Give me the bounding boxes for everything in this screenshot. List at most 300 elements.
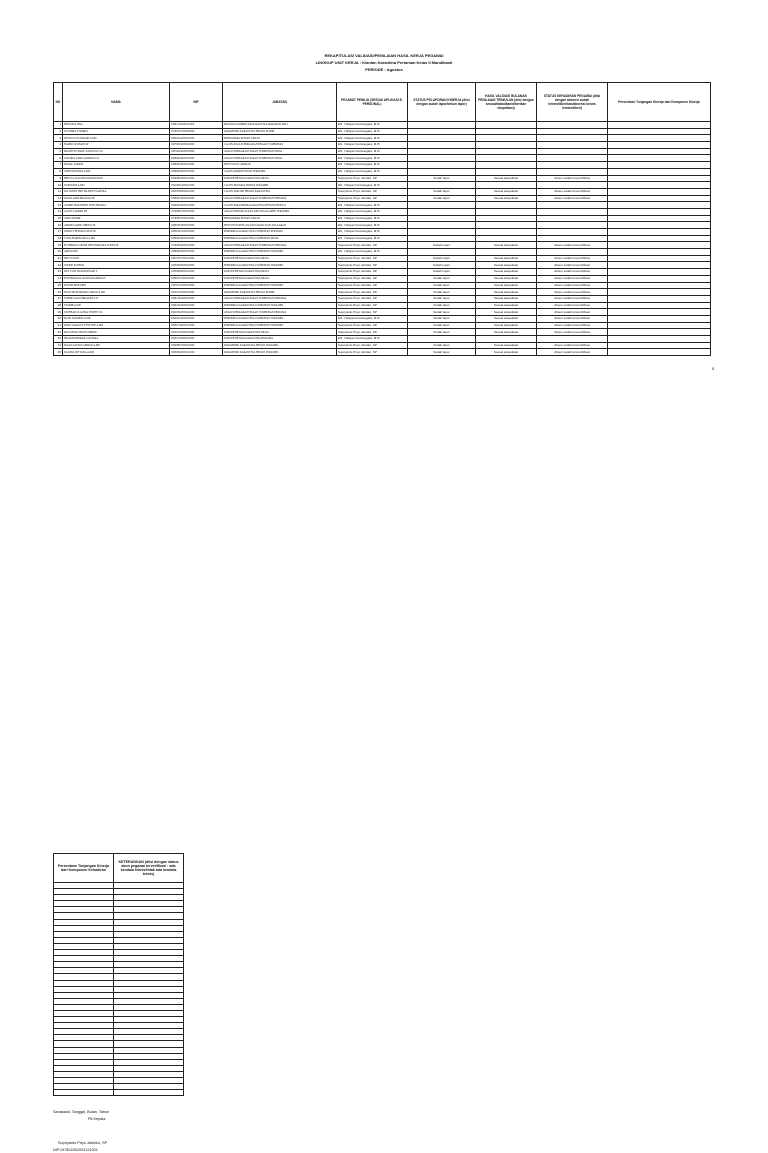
row-nama: SYAHIB A.MD: [63, 302, 170, 309]
row-no: 15: [54, 215, 63, 222]
row-jabatan: DOKTER HEWAN KARANTINA MUDA: [223, 329, 337, 336]
row-nama: AHAN KEMIR: [63, 215, 170, 222]
row-persentase: [608, 155, 711, 162]
row-no: 35: [54, 349, 63, 356]
row-pejabat: Supriyanto Priyo Jatmiko, SP: [337, 242, 408, 249]
row-pejabat: EN. I Wayan Kertanegara, M.Pi: [337, 202, 408, 209]
table-row: [54, 329, 711, 336]
row-nama: PRASETYO BAYU SANTOSO S.Si: [63, 148, 170, 155]
row-hasil-validasi: [476, 122, 537, 129]
row-jabatan: DOKTER HEWAN KARANTINA MUDA: [223, 269, 337, 276]
row-no: 33: [54, 336, 63, 343]
row-nama: RETNO WULANDARI A.MD: [63, 135, 170, 142]
row-jabatan: PARAMEDIK KARANTINA HEWAN TERAMPIL: [223, 342, 337, 349]
row-status-kehadiran: [537, 235, 608, 242]
table-row: [54, 315, 711, 322]
row-nip: 198403172005012000: [170, 275, 223, 282]
row-status-kehadiran: Absen sudah lemen/dibuat: [537, 329, 608, 336]
row-status-kehadiran: Absen sudah lemen/dibuat: [537, 188, 608, 195]
row-status-kehadiran: [537, 155, 608, 162]
col-pejabat-penilai: PEJABAT PENILAI (SESUAI APLIKASI E-PERSONAL): [337, 83, 408, 122]
row-no: 17: [54, 229, 63, 236]
row-nip: 199008042005012000: [170, 175, 223, 182]
report-title: REKAPITULASI VALIDASI/PENILAIAN HASIL KERJA PEGAWAI: [324, 53, 444, 58]
table-row: [54, 135, 711, 142]
row-hasil-validasi: [476, 235, 537, 242]
row-nip: 197808072005010000: [170, 215, 223, 222]
table-row: [54, 162, 711, 169]
row-persentase: [608, 128, 711, 135]
row-persentase: [608, 289, 711, 296]
row-persentase: [608, 195, 711, 202]
row-hasil-validasi: Sesuai ekspektasi: [476, 188, 537, 195]
table-row: [54, 249, 711, 256]
row-jabatan: ANALIS PERKARANTINAAN TUMBUHAN PERTAMA: [223, 195, 337, 202]
row-persentase: [608, 175, 711, 182]
row-nama: ROTASI BISKURDI: [63, 282, 170, 289]
row-status-lapor: [408, 182, 476, 189]
row-status-kehadiran: [537, 215, 608, 222]
row-jabatan: PEMERIKSA KARANTINA TUMBUHAN PERTAMA: [223, 229, 337, 236]
col-status-kehadiran: STATUS KEHADIRAN PEGAWAI (diisi dengan absensi sudah lemen/diberikan/absensi belum lemen/diberi): [537, 83, 608, 122]
row-status-lapor: Sudah lapor: [408, 322, 476, 329]
row-status-lapor: [408, 229, 476, 236]
col-jabatan: JABATAN: [223, 83, 337, 122]
row-persentase: [608, 242, 711, 249]
row-hasil-validasi: Sesuai ekspektasi: [476, 329, 537, 336]
row-status-kehadiran: Absen sudah lemen/dibuat: [537, 309, 608, 316]
row-jabatan: PEMERIKSA KARANTINA TUMBUHAN TERAMPIL: [223, 322, 337, 329]
row-hasil-validasi: Sesuai ekspektasi: [476, 262, 537, 269]
row-persentase: [608, 322, 711, 329]
row-nip: 199106012005012000: [170, 182, 223, 189]
row-status-lapor: [408, 142, 476, 149]
row-jabatan: DOKTER HEWAN KARANTINA MUDA: [223, 175, 337, 182]
row-no: 34: [54, 342, 63, 349]
row-no: 32: [54, 329, 63, 336]
row-status-lapor: [408, 215, 476, 222]
row-no: 1: [54, 122, 63, 129]
row-pejabat: EN. I Wayan Kertanegara, M.Pi: [337, 229, 408, 236]
row-persentase: [608, 255, 711, 262]
row-nama: AMRIN SAMIK TIRENO SE: [63, 222, 170, 229]
table-row: [54, 122, 711, 129]
row-pejabat: EN. I Wayan Kertanegara, M.Pi: [337, 155, 408, 162]
row-hasil-validasi: [476, 135, 537, 142]
row-pejabat: EN. I Wayan Kertanegara, M.Pi: [337, 208, 408, 215]
row-nip: 198706242005010000: [170, 148, 223, 155]
row-no: 31: [54, 322, 63, 329]
row-nip: 198308062005010000: [170, 262, 223, 269]
row-hasil-validasi: [476, 155, 537, 162]
row-nama: NURYANTI A.MD: [63, 182, 170, 189]
row-hasil-validasi: Sesuai ekspektasi: [476, 175, 537, 182]
table-row: [54, 175, 711, 182]
row-persentase: [608, 235, 711, 242]
row-nip: 198310022005010000: [170, 289, 223, 296]
row-no: 9: [54, 175, 63, 182]
table-row: [54, 229, 711, 236]
row-jabatan: PARAMEDIK KARANTINA HEWAN MAHIR: [223, 289, 337, 296]
row-hasil-validasi: [476, 202, 537, 209]
row-pejabat: Supriyanto Priyo Jatmiko, SP: [337, 295, 408, 302]
row-nip: 199305082005012000: [170, 188, 223, 195]
row-no: 2: [54, 128, 63, 135]
row-pejabat: Supriyanto Priyo Jatmiko, SP: [337, 342, 408, 349]
row-nama: ADHI WINARTO A.MD: [63, 168, 170, 175]
row-no: 18: [54, 235, 63, 242]
row-jabatan: DOKTER HEWAN KARANTINA MUDA: [223, 255, 337, 262]
row-nip: 199509022005012000: [170, 349, 223, 356]
col-no: NO: [54, 83, 63, 122]
row-status-lapor: [408, 128, 476, 135]
row-jabatan: BENDAHARA PENGELUARAN: [223, 215, 337, 222]
row-status-kehadiran: [537, 202, 608, 209]
table-row: [54, 336, 711, 343]
row-nip: 199010042005010000: [170, 302, 223, 309]
row-nama: ARSYATSIN: [63, 249, 170, 256]
row-status-kehadiran: Absen sudah lemen/dibuat: [537, 269, 608, 276]
row-jabatan: CALON DOKTER HEWAN KARANTINA: [223, 188, 337, 195]
row-jabatan: ANALIS PERKARANTINAAN TUMBUHAN PERTAMA: [223, 309, 337, 316]
row-persentase: [608, 295, 711, 302]
row-hasil-validasi: Sesuai ekspektasi: [476, 302, 537, 309]
row-nip: 198409232005010000: [170, 235, 223, 242]
row-hasil-validasi: [476, 148, 537, 155]
row-hasil-validasi: [476, 229, 537, 236]
col-nip: NIP: [170, 83, 223, 122]
row-status-lapor: Sudah Lapor: [408, 242, 476, 249]
row-nama: SANTRIA LOBA SAMOTA S.Si: [63, 155, 170, 162]
row-persentase: [608, 309, 711, 316]
row-nama: AGUSTI AKBAR SH: [63, 208, 170, 215]
row-jabatan: CALON PRANATA HUMAS TERAMPIL: [223, 182, 337, 189]
row-status-kehadiran: Absen sudah lemen/dibuat: [537, 315, 608, 322]
row-persentase: [608, 208, 711, 215]
row-jabatan: PEMERIKSA KARANTINA TUMBUHAN TERAMPIL: [223, 249, 337, 256]
row-persentase: [608, 229, 711, 236]
row-nama: SOFINE KUNDIN: [63, 262, 170, 269]
table-row: [54, 242, 711, 249]
row-no: 19: [54, 242, 63, 249]
row-persentase: [608, 269, 711, 276]
row-nip: 199006042005010000: [170, 168, 223, 175]
table-row: [54, 168, 711, 175]
row-status-lapor: Sudah lapor: [408, 309, 476, 316]
row-nip: 198708232005010000: [170, 142, 223, 149]
table-row: [54, 289, 711, 296]
table-row: [54, 255, 711, 262]
table-row: [54, 222, 711, 229]
row-hasil-validasi: [476, 162, 537, 169]
row-status-lapor: Sudah Lapor: [408, 255, 476, 262]
row-status-kehadiran: [537, 162, 608, 169]
row-hasil-validasi: Sesuai ekspektasi: [476, 242, 537, 249]
row-nip: 199307162005012000: [170, 322, 223, 329]
row-jabatan: PEMERIKSA KARANTINA TUMBUHAN TERAMPIL: [223, 262, 337, 269]
row-hasil-validasi: [476, 249, 537, 256]
row-status-kehadiran: Absen sudah lemen/dibuat: [537, 342, 608, 349]
col-persentase-kinerja: Persentase Tunjangan Kinerja dari Komponen Kinerja: [608, 83, 711, 122]
table-row: [54, 208, 711, 215]
row-pejabat: EN. I Wayan Kertanegara, M.Pi: [337, 315, 408, 322]
row-jabatan: ANALIS PERKARANTINAAN TUMBUHAN PERTAMA: [223, 295, 337, 302]
row-persentase: [608, 135, 711, 142]
row-hasil-validasi: Sesuai ekspektasi: [476, 289, 537, 296]
row-nip: 198305012005010000: [170, 229, 223, 236]
row-status-lapor: [408, 249, 476, 256]
row-hasil-validasi: [476, 222, 537, 229]
row-nama: INGAN ALFIAN AHMAD A.MD: [63, 342, 170, 349]
col-hasil-validasi: HASIL VALIDASI BULANAN PENILAIAN TRIWULAN (diisi dengan sesuai/diabaikan/diberikan ekspektasi): [476, 83, 537, 122]
row-status-kehadiran: Absen sudah lemen/dibuat: [537, 322, 608, 329]
row-nama: RA IRNA SETYANA A.MD: [63, 349, 170, 356]
row-nama: FIKAR BOHDRAB GUNTARA: [63, 336, 170, 343]
report-unit: LINGKUP UNIT KERJA : Klanian Karantina Pertanian Kelas II Mandikasti: [315, 60, 453, 65]
row-status-kehadiran: [537, 148, 608, 155]
row-nip: 198107072005012000: [170, 255, 223, 262]
attendance-header-row: [54, 854, 184, 883]
table-row: [54, 195, 711, 202]
row-pejabat: EN. I Wayan Kertanegara, M.Pi: [337, 162, 408, 169]
row-status-lapor: [408, 155, 476, 162]
row-status-kehadiran: Absen sudah lemen/dibuat: [537, 195, 608, 202]
row-status-kehadiran: [537, 168, 608, 175]
row-persentase: [608, 282, 711, 289]
row-status-lapor: Sudah lapor: [408, 295, 476, 302]
row-no: 7: [54, 162, 63, 169]
row-hasil-validasi: Sesuai ekspektasi: [476, 309, 537, 316]
signature-nip: NIP.197802262003121001: [53, 1148, 98, 1152]
row-nama: DIANA AMIE PRASOJA SP: [63, 195, 170, 202]
row-status-lapor: Sudah lapor: [408, 342, 476, 349]
row-nip: 198806242005012000: [170, 155, 223, 162]
row-status-kehadiran: Absen sudah lemen/dibuat: [537, 175, 608, 182]
row-hasil-validasi: Sesuai ekspektasi: [476, 269, 537, 276]
table-row: [54, 282, 711, 289]
row-jabatan: ANALIS PERKARANTINAAN TUMBUHAN MUDA: [223, 155, 337, 162]
row-no: 24: [54, 275, 63, 282]
row-nip: 199408232005010000: [170, 202, 223, 209]
row-status-lapor: Sudah lapor: [408, 315, 476, 322]
row-status-lapor: [408, 122, 476, 129]
row-status-lapor: Sudah lapor: [408, 195, 476, 202]
row-pejabat: Supriyanto Priyo Jatmiko, SP: [337, 195, 408, 202]
row-jabatan: PENYUSUN LAPORAN: [223, 162, 337, 169]
row-nama: PUTHERIA LAKSMI DEWI PARAMA SURYA SP: [63, 242, 170, 249]
row-no: 6: [54, 155, 63, 162]
row-status-lapor: Sudah lapor: [408, 349, 476, 356]
row-status-lapor: Sudah lapor: [408, 329, 476, 336]
row-status-lapor: Sudah Lapor: [408, 269, 476, 276]
row-status-lapor: [408, 162, 476, 169]
row-no: 8: [54, 168, 63, 175]
table-row: [54, 142, 711, 149]
validation-table: [53, 82, 711, 356]
table-row: [54, 215, 711, 222]
row-status-lapor: Sudah Lapor: [408, 262, 476, 269]
row-no: 14: [54, 208, 63, 215]
row-pejabat: Supriyanto Priyo Jatmiko, SP: [337, 309, 408, 316]
row-nip: 197603042005010000: [170, 242, 223, 249]
row-persentase: [608, 315, 711, 322]
row-pejabat: EN. I Wayan Kertanegara, M.Pi: [337, 222, 408, 229]
row-no: 11: [54, 188, 63, 195]
row-nama: BEKTI A. KASTINA HANDAYANI: [63, 175, 170, 182]
row-nama: Drh. RINDY PRITHA DEWI SARTIKA: [63, 188, 170, 195]
row-nip: 199205232005010000: [170, 315, 223, 322]
row-hasil-validasi: [476, 142, 537, 149]
row-nama: HAMID ZULHADI SP: [63, 142, 170, 149]
row-hasil-validasi: Sesuai ekspektasi: [476, 322, 537, 329]
row-no: 26: [54, 289, 63, 296]
row-no: 22: [54, 262, 63, 269]
row-nip: 199408152005012000: [170, 195, 223, 202]
col-keterangan: KETERANGAN (diisi dengan status akun pegawai terverifikasi : ada kendala teknis/tidak ada kendala teknis): [114, 854, 184, 883]
col-persentase-kehadiran: Persentase Tunjangan Kinerja dari Komponen Kehadiran: [54, 854, 114, 883]
row-persentase: [608, 148, 711, 155]
row-jabatan: ANALIS PERKARANTINAAN TUMBUHAN PERTAMA: [223, 242, 337, 249]
row-status-lapor: Sudah lapor: [408, 302, 476, 309]
row-hasil-validasi: [476, 128, 537, 135]
row-status-lapor: Sudah lapor: [408, 188, 476, 195]
row-status-kehadiran: [537, 128, 608, 135]
page-number: 5: [712, 366, 715, 371]
row-status-lapor: [408, 235, 476, 242]
row-persentase: [608, 275, 711, 282]
row-hasil-validasi: Sesuai ekspektasi: [476, 295, 537, 302]
row-status-lapor: [408, 148, 476, 155]
row-hasil-validasi: [476, 182, 537, 189]
row-no: 3: [54, 135, 63, 142]
table-row: [54, 155, 711, 162]
row-hasil-validasi: [476, 168, 537, 175]
signature-place-date: Sanakasti, Tanggal, Bulan, Tahun: [53, 1110, 110, 1114]
row-no: 23: [54, 269, 63, 276]
attendance-row: [54, 1090, 184, 1096]
row-nama: HEFANDA SINA: [63, 122, 170, 129]
table-row: [54, 295, 711, 302]
row-persentase: [608, 349, 711, 356]
row-status-kehadiran: [537, 135, 608, 142]
row-pejabat: EN. I Wayan Kertanegara, M.Pi: [337, 128, 408, 135]
attendance-cell-keterangan: [114, 1090, 184, 1096]
row-pejabat: EN. I Wayan Kertanegara, M.Pi: [337, 122, 408, 129]
row-status-lapor: [408, 135, 476, 142]
row-jabatan: ANALIS PENGELOLAAN KEUANGAN APBN TERAMPIL: [223, 208, 337, 215]
row-status-kehadiran: Absen sudah lemen/dibuat: [537, 255, 608, 262]
row-nama: SUCIHRIA SYAHRIA: [63, 128, 170, 135]
row-hasil-validasi: [476, 215, 537, 222]
row-nip: 199407302005010000: [170, 336, 223, 343]
table-row: [54, 182, 711, 189]
row-nama: SUBHR SAKTI HIDAYAH S.Si: [63, 295, 170, 302]
row-status-kehadiran: [537, 182, 608, 189]
row-nip: 198912052005010000: [170, 295, 223, 302]
table-row: [54, 269, 711, 276]
row-nama: BOYNIKKOSA SIGITNAKAHARGIS: [63, 275, 170, 282]
row-hasil-validasi: [476, 208, 537, 215]
row-status-kehadiran: Absen sudah lemen/dibuat: [537, 289, 608, 296]
row-status-lapor: [408, 208, 476, 215]
row-persentase: [608, 329, 711, 336]
row-pejabat: EN. I Wayan Kertanegara, M.Pi: [337, 135, 408, 142]
row-pejabat: Supriyanto Priyo Jatmiko, SP: [337, 175, 408, 182]
row-pejabat: Supriyanto Priyo Jatmiko, SP: [337, 188, 408, 195]
row-persentase: [608, 168, 711, 175]
row-status-kehadiran: Absen sudah lemen/dibuat: [537, 295, 608, 302]
row-hasil-validasi: Sesuai ekspektasi: [476, 349, 537, 356]
row-status-kehadiran: [537, 122, 608, 129]
row-nama: HUS YUNI HASRIYANSAH S: [63, 269, 170, 276]
row-no: 29: [54, 309, 63, 316]
row-jabatan: PEMERIKSA KARANTINA TUMBUHAN TERAMPIL: [223, 282, 337, 289]
row-status-kehadiran: Absen sudah lemen/dibuat: [537, 302, 608, 309]
row-status-kehadiran: [537, 249, 608, 256]
row-status-kehadiran: [537, 229, 608, 236]
row-status-lapor: Sudah lapor: [408, 282, 476, 289]
row-hasil-validasi: Sesuai ekspektasi: [476, 315, 537, 322]
signature-position: Plt.Kepala: [88, 1117, 106, 1121]
table-row: [54, 188, 711, 195]
row-jabatan: PEMERIKSA KARANTINA TUMBUHAN TERAMPIL: [223, 315, 337, 322]
row-persentase: [608, 336, 711, 343]
attendance-table: [53, 853, 184, 1096]
row-persentase: [608, 188, 711, 195]
row-persentase: [608, 215, 711, 222]
row-nip: 199105022005012000: [170, 309, 223, 316]
row-jabatan: DOKTER HEWAN KARANTINA MUDA: [223, 275, 337, 282]
row-jabatan: ANALIS PERKARANTINAAN TUMBUHAN MUDA: [223, 148, 337, 155]
row-jabatan: CALON PARAMEDIK KARANTINA HEWAN PEMULA: [223, 202, 337, 209]
row-nip: 197408012005010000: [170, 208, 223, 215]
table-row: [54, 235, 711, 242]
row-pejabat: Supriyanto Priyo Jatmiko, SP: [337, 262, 408, 269]
row-status-kehadiran: [537, 222, 608, 229]
table-row: [54, 148, 711, 155]
col-nama: NAMA: [63, 83, 170, 122]
row-pejabat: EN. I Wayan Kertanegara, M.Pi: [337, 249, 408, 256]
signature-name: Supriyanto Priyo Jatmiko, SP: [58, 1141, 108, 1145]
row-status-lapor: [408, 168, 476, 175]
row-persentase: [608, 342, 711, 349]
row-nip: 198003032005010000: [170, 222, 223, 229]
row-hasil-validasi: Sesuai ekspektasi: [476, 255, 537, 262]
row-status-kehadiran: Absen sudah lemen/dibuat: [537, 242, 608, 249]
row-jabatan: PEMERIKSA KARANTINA TUMBUHAN MUDA: [223, 235, 337, 242]
col-status-pelaporan: STATUS PELAPORAN KINERJA (diisi dengan sudah lapor/belum lapor): [408, 83, 476, 122]
row-nama: WIZHEAR CLAUDIA TEDHY S.Si: [63, 309, 170, 316]
row-nama: RIZKI SARASVA SYNTYNE A.MD: [63, 322, 170, 329]
row-nip: 198011232005011000: [170, 122, 223, 129]
row-jabatan: PENYUSUN RENCANA KEGIATAN DAN ANGGARAN: [223, 222, 337, 229]
row-persentase: [608, 262, 711, 269]
row-persentase: [608, 222, 711, 229]
row-jabatan: CALON ANALIS PERKARANTINAAN TUMBUHAN: [223, 142, 337, 149]
row-nip: 199408072005010000: [170, 342, 223, 349]
table-header-row: [54, 83, 711, 122]
row-pejabat: EN. I Wayan Kertanegara, M.Pi: [337, 142, 408, 149]
row-no: 27: [54, 295, 63, 302]
row-jabatan: PEMERIKSA KARANTINA TUMBUHAN TERAMPIL: [223, 302, 337, 309]
table-row: [54, 309, 711, 316]
row-jabatan: PARAMEDIK KARANTINA HEWAN TERAMPIL: [223, 349, 337, 356]
row-pejabat: Supriyanto Priyo Jatmiko, SP: [337, 329, 408, 336]
row-nama: YONA HARDILISDA A.MD: [63, 235, 170, 242]
row-no: 25: [54, 282, 63, 289]
row-nama: JOHAN TEUBAWU KEJP SP: [63, 229, 170, 236]
table-row: [54, 302, 711, 309]
